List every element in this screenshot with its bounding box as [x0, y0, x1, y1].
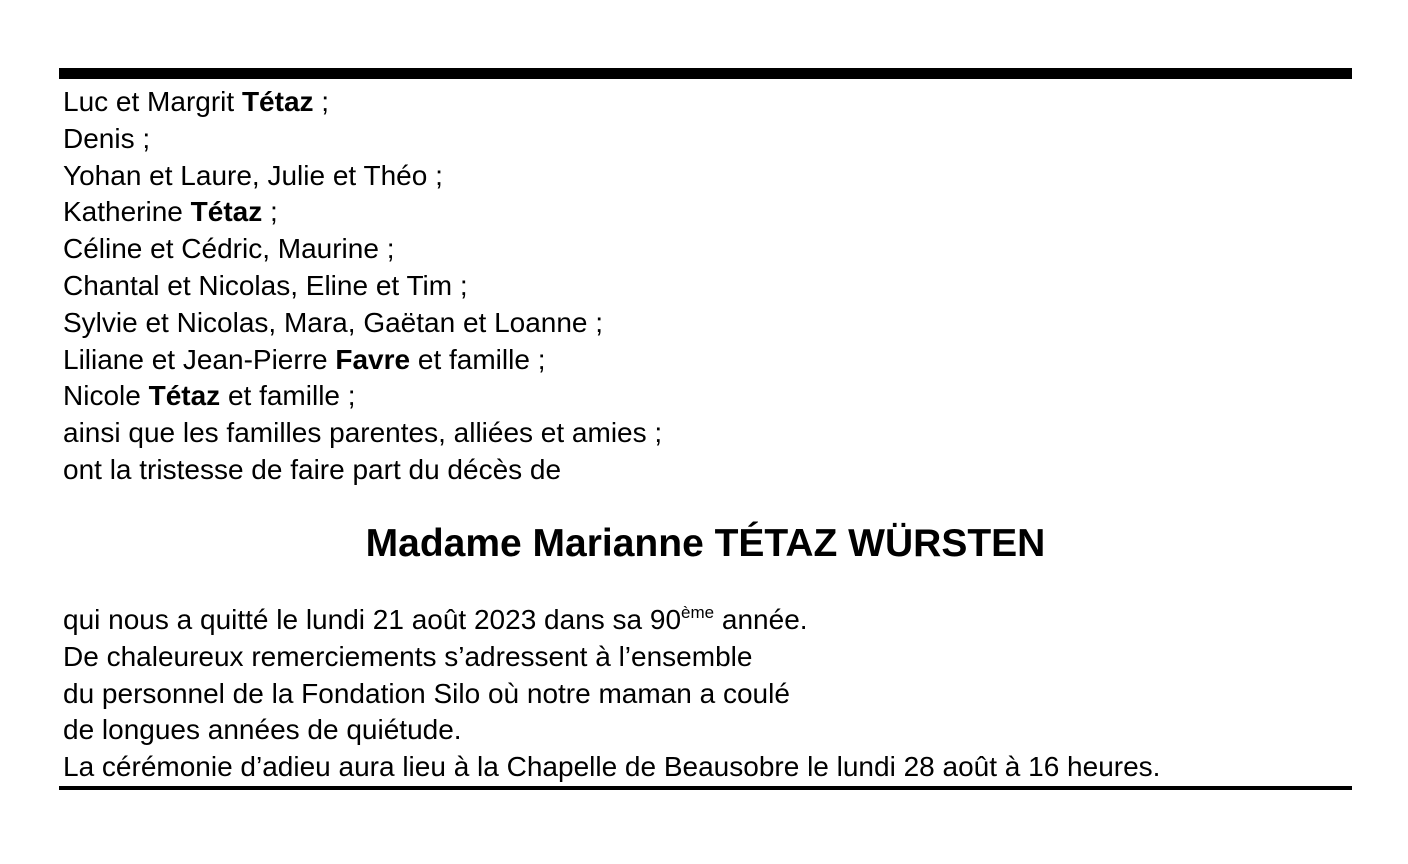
closing-text [63, 602, 1343, 786]
bottom-rule [59, 786, 1352, 790]
deceased-name: Madame Marianne TÉTAZ WÜRSTEN [365, 522, 1046, 565]
family-line: Yohan et Laure, Julie et Théo ; [63, 159, 443, 191]
thanks-line: De chaleureux remerciements s’adressent à l’ensemble [63, 640, 753, 672]
top-rule [59, 68, 1352, 79]
family-line: Denis ; [63, 122, 151, 154]
family-line: Liliane et Jean-Pierre Favre et famille ; [63, 343, 546, 375]
family-line: Sylvie et Nicolas, Mara, Gaëtan et Loanne ; [63, 306, 604, 338]
family-line: Nicole Tétaz et famille ; [63, 380, 356, 412]
ordinal-suffix: ème [681, 603, 715, 622]
family-line: ont la tristesse de faire part du décès de [63, 453, 562, 485]
family-announcement [63, 84, 1343, 489]
death-date-line: qui nous a quitté le lundi 21 août 2023 dans sa 90ème année. [63, 603, 808, 635]
family-line: Chantal et Nicolas, Eline et Tim ; [63, 269, 468, 301]
family-line: Katherine Tétaz ; [63, 196, 278, 228]
family-line: Luc et Margrit Tétaz ; [63, 86, 330, 117]
family-line: ainsi que les familles parentes, alliées et amies ; [63, 417, 663, 449]
ceremony-line: La cérémonie d’adieu aura lieu à la Chapelle de Beausobre le lundi 28 août à 16 heures. [63, 751, 1161, 783]
thanks-line: de longues années de quiétude. [63, 714, 462, 746]
family-line: Céline et Cédric, Maurine ; [63, 233, 395, 265]
thanks-line: du personnel de la Fondation Silo où notre maman a coulé [63, 677, 790, 709]
